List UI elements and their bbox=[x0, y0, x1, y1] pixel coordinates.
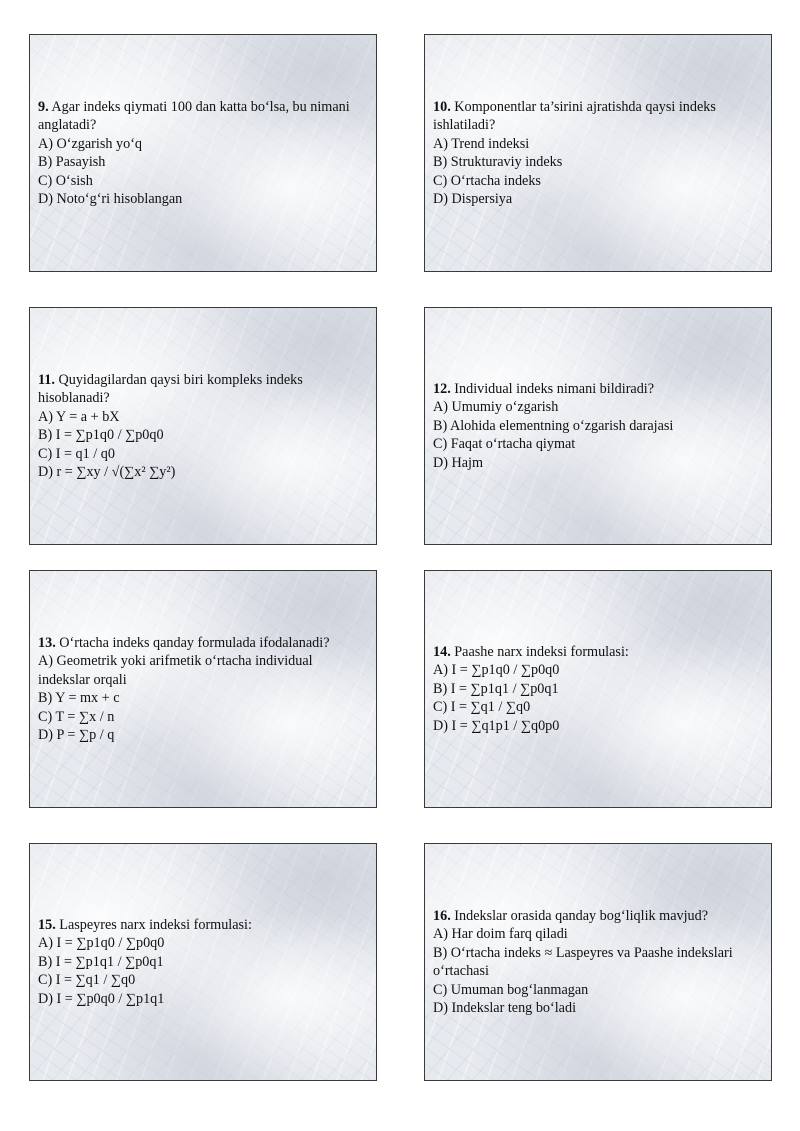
question-block bbox=[38, 916, 368, 1008]
option-d: D) Hajm bbox=[433, 454, 484, 471]
question-stem: Paashe narx indeksi formulasi: bbox=[454, 643, 629, 660]
option-a: A) Har doim farq qiladi bbox=[433, 926, 568, 943]
question-stem: Indekslar orasida qanday bog‘liqlik mavjud? bbox=[454, 907, 709, 924]
option-c: C) Faqat o‘rtacha qiymat bbox=[433, 436, 576, 453]
question-text bbox=[433, 643, 763, 661]
option-a: A) Umumiy o‘zgarish bbox=[433, 399, 559, 416]
question-card-16 bbox=[424, 843, 772, 1081]
question-card-15 bbox=[29, 843, 377, 1081]
option-d: D) Noto‘g‘ri hisoblangan bbox=[38, 190, 183, 207]
option-b: B) Pasayish bbox=[38, 154, 106, 170]
question-number: 12. bbox=[433, 380, 451, 397]
option-d: D) I = ∑p0q0 / ∑p1q1 bbox=[38, 990, 165, 1007]
question-card-13 bbox=[29, 570, 377, 808]
option-c: C) O‘sish bbox=[38, 172, 93, 189]
question-card-11 bbox=[29, 307, 377, 545]
question-number: 15. bbox=[38, 916, 56, 933]
option-a: A) I = ∑p1q0 / ∑p0q0 bbox=[38, 935, 165, 952]
option-a: A) Trend indeksi bbox=[433, 135, 530, 152]
option-c: C) T = ∑x / n bbox=[38, 708, 115, 725]
question-block bbox=[433, 643, 763, 735]
question-block bbox=[433, 98, 763, 208]
question-stem: Laspeyres narx indeksi formulasi: bbox=[59, 916, 252, 933]
question-card-9 bbox=[29, 34, 377, 272]
question-text bbox=[38, 634, 368, 652]
option-c: C) I = ∑q1 / ∑q0 bbox=[38, 972, 136, 989]
question-number: 10. bbox=[433, 98, 451, 115]
question-stem: O‘rtacha indeks qanday formulada ifodalanadi? bbox=[59, 634, 330, 651]
question-block bbox=[38, 634, 368, 744]
question-stem: Individual indeks nimani bildiradi? bbox=[454, 380, 655, 397]
question-number: 13. bbox=[38, 634, 56, 651]
question-text bbox=[38, 98, 368, 135]
question-stem: Agar indeks qiymati 100 dan katta bo‘lsa, bu nimani anglatadi? bbox=[38, 98, 350, 134]
option-a: A) I = ∑p1q0 / ∑p0q0 bbox=[433, 662, 560, 679]
option-b: B) I = ∑p1q1 / ∑p0q1 bbox=[38, 953, 164, 970]
option-d: D) P = ∑p / q bbox=[38, 726, 115, 743]
option-a: A) Y = a + bX bbox=[38, 408, 120, 425]
question-block bbox=[433, 380, 763, 472]
question-card-14 bbox=[424, 570, 772, 808]
question-number: 14. bbox=[433, 643, 451, 660]
option-b: B) I = ∑p1q0 / ∑p0q0 bbox=[38, 427, 164, 443]
option-b: B) Y = mx + c bbox=[38, 690, 120, 706]
option-a: A) Geometrik yoki arifmetik o‘rtacha individual indekslar orqali bbox=[38, 653, 313, 688]
question-stem: Quyidagilardan qaysi biri kompleks indeks hisoblanadi? bbox=[38, 371, 303, 407]
option-d: D) Dispersiya bbox=[433, 190, 513, 207]
option-b: B) Alohida elementning o‘zgarish darajasi bbox=[433, 417, 674, 434]
option-d: D) I = ∑q1p1 / ∑q0p0 bbox=[433, 717, 560, 734]
question-block bbox=[433, 907, 763, 1017]
question-stem: Komponentlar ta’sirini ajratishda qaysi indeks ishlatiladi? bbox=[433, 98, 716, 134]
option-d: D) Indekslar teng bo‘ladi bbox=[433, 999, 577, 1016]
question-text bbox=[433, 380, 763, 398]
question-card-12 bbox=[424, 307, 772, 545]
option-c: C) I = ∑q1 / ∑q0 bbox=[433, 699, 531, 716]
question-card-10 bbox=[424, 34, 772, 272]
question-text bbox=[433, 907, 763, 925]
option-d: D) r = ∑xy / √(∑x² ∑y²) bbox=[38, 463, 176, 480]
question-number: 16. bbox=[433, 907, 451, 924]
option-b: B) O‘rtacha indeks ≈ Laspeyres va Paashe indekslari o‘rtachasi bbox=[433, 944, 733, 979]
option-a: A) O‘zgarish yo‘q bbox=[38, 135, 143, 152]
question-number: 11. bbox=[38, 371, 55, 388]
question-text bbox=[433, 98, 763, 135]
question-text bbox=[38, 916, 368, 934]
question-block bbox=[38, 371, 368, 481]
option-c: C) O‘rtacha indeks bbox=[433, 172, 541, 189]
option-b: B) Strukturaviy indeks bbox=[433, 154, 563, 170]
option-b: B) I = ∑p1q1 / ∑p0q1 bbox=[433, 680, 559, 697]
question-block bbox=[38, 98, 368, 208]
question-number: 9. bbox=[38, 98, 49, 115]
option-c: C) Umuman bog‘lanmagan bbox=[433, 981, 589, 998]
question-text bbox=[38, 371, 368, 408]
option-c: C) I = q1 / q0 bbox=[38, 445, 115, 462]
